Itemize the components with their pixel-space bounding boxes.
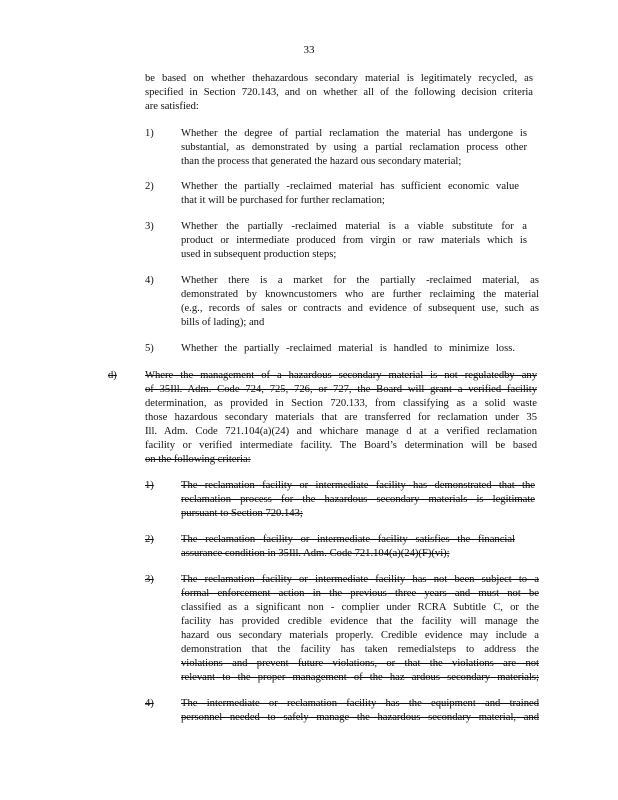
criterion-line: personnel needed to safely manage the hazardous secondary material, and: [181, 712, 539, 723]
criterion-line: product or intermediate produced from virgin or raw materials which is: [181, 235, 527, 246]
criterion-5: [181, 342, 515, 356]
criterion-line: Whether the partially -reclaimed material has sufficient economic value: [181, 181, 519, 192]
intro-paragraph: [145, 72, 533, 114]
item-label: 1): [145, 128, 154, 139]
criterion-1: [181, 127, 527, 169]
struck-criterion-2: [181, 533, 515, 561]
criterion-line: than the process that generated the hazard ous secondary material;: [181, 156, 462, 167]
struck-criterion-3: [181, 573, 539, 685]
criterion-line: formal enforcement action in the previous three years and must not be: [181, 588, 539, 599]
criterion-line: violations and prevent future violations, or that the violations are not: [181, 658, 539, 669]
criterion-line: The reclamation facility or intermediate facility has demonstrated that the: [181, 480, 535, 491]
section-d-line: determination, as provided in Section 720.133, from classifying as a solid waste: [145, 398, 537, 409]
section-d-line: Where the management of a hazardous secondary material is not regulatedby any: [145, 370, 537, 381]
intro-line: specified in Section 720.143, and on whether all of the following decision criteria: [145, 87, 533, 98]
criterion-line: demonstrated by knowncustomers who are further reclaiming the material: [181, 289, 539, 300]
criterion-line: The reclamation facility or intermediate facility has not been subject to a: [181, 574, 539, 585]
criterion-line: Whether the partially -reclaimed material is handled to minimize loss.: [181, 343, 515, 354]
section-d-line: of 35Ill. Adm. Code 724, 725, 726, or 727, the Board will grant a verified facility: [145, 384, 537, 395]
section-d-line: those hazardous secondary materials that are transferred for reclamation under 35: [145, 412, 537, 423]
criterion-line: The intermediate or reclamation facility has the equipment and trained: [181, 698, 539, 709]
section-d-paragraph: [145, 369, 537, 467]
struck-criterion-1: [181, 479, 535, 521]
item-label: 4): [145, 275, 154, 286]
criterion-line: substantial, as demonstrated by using a partial reclamation process other: [181, 142, 527, 153]
criterion-line: Whether there is a market for the partially -reclaimed material, as: [181, 275, 539, 286]
criterion-4: [181, 274, 539, 330]
criterion-line: pursuant to Section 720.143;: [181, 508, 303, 519]
item-label: 1): [145, 480, 154, 491]
section-d-label: d): [108, 370, 117, 381]
criterion-line: (e.g., records of sales or contracts and evidence of subsequent use, such as: [181, 303, 539, 314]
page-number: 33: [303, 44, 315, 56]
criterion-line: classified as a significant non - complier under RCRA Subtitle C, or the: [181, 602, 539, 613]
item-label: 2): [145, 181, 154, 192]
section-d-line: Ill. Adm. Code 721.104(a)(24) and whichare manage d at a verified reclamation: [145, 426, 537, 437]
criterion-line: The reclamation facility or intermediate facility satisfies the financial: [181, 534, 515, 545]
criterion-2: [181, 180, 519, 208]
intro-line: be based on whether thehazardous secondary material is legitimately recycled, as: [145, 73, 533, 84]
item-label: 3): [145, 221, 154, 232]
criterion-line: that it will be purchased for further reclamation;: [181, 195, 385, 206]
section-d-line: facility or verified intermediate facility. The Board’s determination will be based: [145, 440, 537, 451]
criterion-line: used in subsequent production steps;: [181, 249, 337, 260]
section-d-line: on the following criteria:: [145, 454, 251, 465]
criterion-line: assurance condition in 35Ill. Adm. Code 721.104(a)(24)(F)(vi);: [181, 548, 450, 559]
item-label: 4): [145, 698, 154, 709]
criterion-line: Whether the degree of partial reclamation the material has undergone is: [181, 128, 527, 139]
item-label: 3): [145, 574, 154, 585]
criterion-line: reclamation process for the hazardous secondary materials is legitimate: [181, 494, 535, 505]
struck-criterion-4: [181, 697, 539, 725]
item-label: 2): [145, 534, 154, 545]
criterion-3: [181, 220, 527, 262]
intro-line: are satisfied:: [145, 101, 199, 112]
criterion-line: demonstration that the facility has taken remedialsteps to address the: [181, 644, 539, 655]
item-label: 5): [145, 343, 154, 354]
criterion-line: hazard ous secondary materials properly. Credible evidence may include a: [181, 630, 539, 641]
criterion-line: relevant to the proper management of the haz ardous secondary materials;: [181, 672, 539, 683]
criterion-line: Whether the partially -reclaimed material is a viable substitute for a: [181, 221, 527, 232]
criterion-line: facility has provided credible evidence that the facility will manage the: [181, 616, 539, 627]
criterion-line: bills of lading); and: [181, 317, 265, 328]
